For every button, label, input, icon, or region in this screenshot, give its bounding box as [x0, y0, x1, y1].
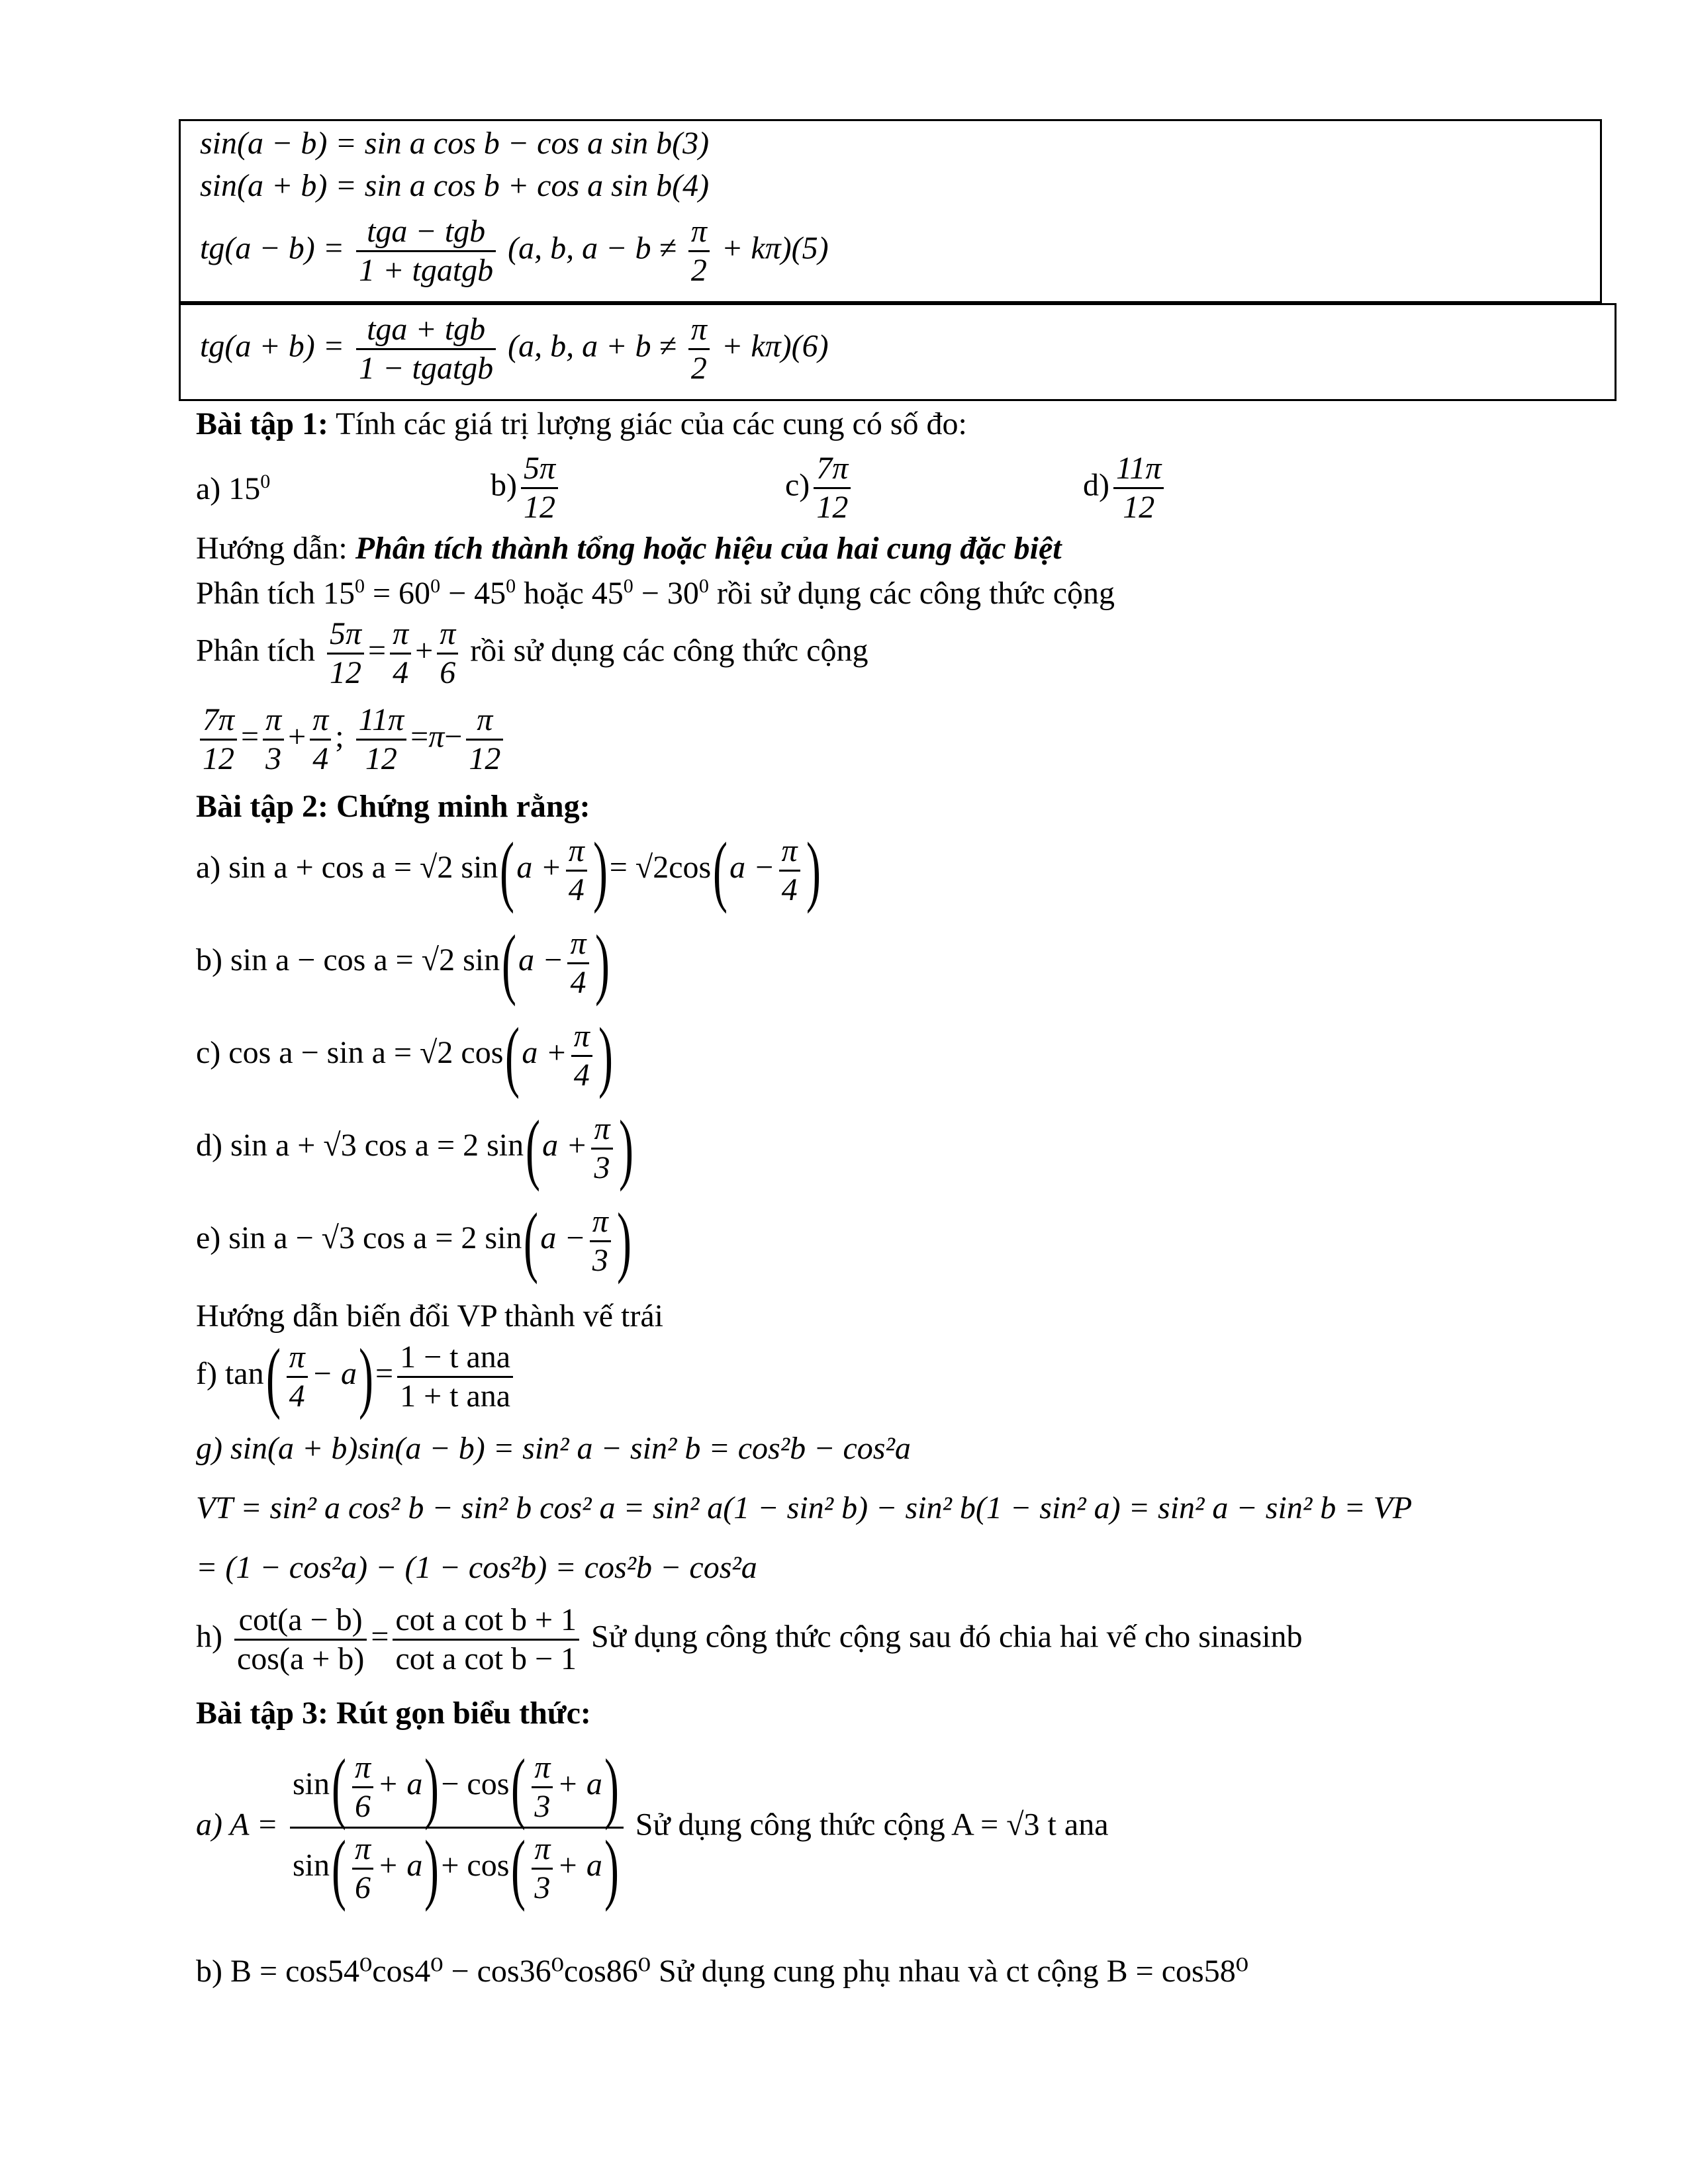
- fraction: $\frac{\pi}{6}$: [437, 615, 458, 692]
- fraction: $\frac{\pi}{4}$: [310, 702, 331, 778]
- ex1-hint: Hướng dẫn: Phân tích thành tổng hoặc hiệu của hai cung đặc biệt: [196, 531, 1062, 566]
- ex3-a: a) A = sin( $\frac{\pi}{6}$ + a)− cos( $\frac{\pi}{3}$ + a) sin( $\frac{\pi}{6}$ + a)+ cos( $\frac{\pi}{3}$ + a) Sử dụng công thức cộng A = √3 t ana: [196, 1743, 1109, 1912]
- fraction: $\frac{\pi}{6}$: [352, 1831, 373, 1907]
- ex3-b: b) B = cos54⁰cos4⁰ − cos36⁰cos86⁰ Sử dụng cung phụ nhau và ct cộng B = cos58⁰: [196, 1954, 1248, 1989]
- fraction: $\frac{7\pi}{12}$: [814, 450, 851, 526]
- ex2-hint: Hướng dẫn biến đổi VP thành vế trái: [196, 1298, 663, 1334]
- formula-sin-minus: sin(a − b) = sin a cos b − cos a sin b(3): [200, 126, 710, 161]
- fraction: $\frac{\text{tga + tgb}}{\text{1 − tgatgb}}$: [356, 311, 496, 387]
- fraction: $\frac{\pi}{6}$: [352, 1749, 373, 1825]
- formula-sin-plus: sin(a + b) = sin a cos b + cos a sin b(4): [200, 168, 710, 203]
- fraction: $\frac{\pi}{2}$: [688, 311, 710, 387]
- fraction: $\frac{\pi}{2}$: [688, 213, 710, 289]
- fraction: $\frac{\pi}{3}$: [591, 1111, 612, 1187]
- ex1-hint-3: $\frac{7\pi}{12}$ = $\frac{\pi}{3}$ + $\frac{\pi}{4}$ ; $\frac{11\pi}{12}$ =π− $\frac{\pi}{12}$: [196, 702, 507, 778]
- ex1-hint-1: Phân tích $15^0 = 60^0 - 45^0$ hoặc $45^0 - 30^0$ rồi sử dụng các công thức cộng: [196, 575, 1115, 611]
- fraction: $\frac{11\pi}{12}$: [1113, 450, 1164, 526]
- fraction: $\frac{\pi}{4}$: [287, 1339, 308, 1415]
- ex2-g: g) sin(a + b)sin(a − b) = sin² a − sin² b = cos²b − cos²a: [196, 1431, 911, 1466]
- fraction: $\frac{5\pi}{12}$: [327, 615, 364, 692]
- fraction: $\frac{\pi}{4}$: [566, 833, 587, 909]
- ex1-heading: Bài tập 1: Tính các giá trị lượng giác của các cung có số đo:: [196, 406, 967, 441]
- fraction: $\frac{7\pi}{12}$: [200, 702, 237, 778]
- ex1-hint-2: Phân tích $\frac{5\pi}{12}$ = $\frac{\pi}{4}$ + $\frac{\pi}{6}$ rồi sử dụng các công thức cộng: [196, 616, 868, 690]
- fraction: $\frac{\text{cot a cot b + 1}}{\text{cot a cot b − 1}}$: [393, 1602, 579, 1678]
- ex1-options: a) $15^0$ b) $\frac{5\pi}{12}$ c) $\frac{7\pi}{12}$ d) $\frac{11\pi}{12}$: [196, 450, 1255, 529]
- ex2-b: b) sin a − cos a = √2 sin(a − $\frac{\pi}{4}$ ): [196, 919, 610, 1007]
- fraction: $\frac{\pi}{3}$: [263, 702, 284, 778]
- formula-tg-plus: tg(a + b) = $\frac{\text{tga + tgb}}{\text{1 − tgatgb}}$ (a, b, a + b ≠ $\frac{\pi}{2}$ + kπ)(6): [200, 312, 829, 386]
- ex2-heading: Bài tập 2: Chứng minh rằng:: [196, 789, 590, 824]
- ex2-g-vt2: = (1 − cos²a) − (1 − cos²b) = cos²b − cos²a: [196, 1550, 757, 1585]
- fraction: $\frac{\pi}{3}$: [590, 1203, 611, 1279]
- fraction: $\frac{\pi}{3}$: [532, 1831, 553, 1907]
- fraction: $\frac{\pi}{4}$: [390, 615, 411, 692]
- ex2-e: e) sin a − √3 cos a = 2 sin(a − $\frac{\pi}{3}$ ): [196, 1197, 632, 1285]
- fraction: $\frac{\text{1 − t ana}}{\text{1 + t ana}}$: [397, 1339, 513, 1415]
- ex2-f: f) tan( $\frac{\pi}{4}$ − a)= $\frac{\text{1 − t ana}}{\text{1 + t ana}}$: [196, 1337, 517, 1416]
- fraction: $\frac{11\pi}{12}$: [356, 702, 406, 778]
- ex3-heading: Bài tập 3: Rút gọn biểu thức:: [196, 1696, 591, 1731]
- ex2-g-vt: VT = sin² a cos² b − sin² b cos² a = sin² a(1 − sin² b) − sin² b(1 − sin² a) = sin² a − sin² b = VP: [196, 1490, 1413, 1525]
- fraction: $\frac{5\pi}{12}$: [521, 450, 558, 526]
- fraction: $\frac{\pi}{4}$: [779, 833, 800, 909]
- fraction: $\frac{\text{tga − tgb}}{\text{1 + tgatgb}}$: [356, 213, 496, 289]
- formula-tg-minus: tg(a − b) = $\frac{\text{tga − tgb}}{\text{1 + tgatgb}}$ (a, b, a − b ≠ $\frac{\pi}{2}$ + kπ)(5): [200, 214, 829, 288]
- ex2-a: a) sin a + cos a = √2 sin(a + $\frac{\pi}{4}$ )= √2cos(a − $\frac{\pi}{4}$ ): [196, 826, 821, 914]
- ex2-d: d) sin a + √3 cos a = 2 sin(a + $\frac{\pi}{3}$ ): [196, 1104, 633, 1192]
- fraction: $\frac{\cot(a - b)}{\cos(a + b)}$: [234, 1602, 367, 1678]
- fraction: $\frac{\pi}{4}$: [571, 1018, 592, 1094]
- fraction: $\frac{\pi}{12}$: [466, 702, 503, 778]
- fraction: $\frac{\pi}{4}$: [567, 925, 588, 1001]
- fraction-big: sin( $\frac{\pi}{6}$ + a)− cos( $\frac{\pi}{3}$ + a) sin( $\frac{\pi}{6}$ + a)+ cos( $\frac{\pi}{3}$ + a): [290, 1747, 624, 1908]
- ex2-c: c) cos a − sin a = √2 cos(a + $\frac{\pi}{4}$ ): [196, 1011, 613, 1099]
- ex2-h: h) $\frac{\cot(a - b)}{\cos(a + b)}$ = $\frac{\text{cot a cot b + 1}}{\text{cot a cot b − 1}}$ Sử dụng công thức cộng sau đó chia hai vế cho sinasinb: [196, 1602, 1303, 1676]
- fraction: $\frac{\pi}{3}$: [532, 1749, 553, 1825]
